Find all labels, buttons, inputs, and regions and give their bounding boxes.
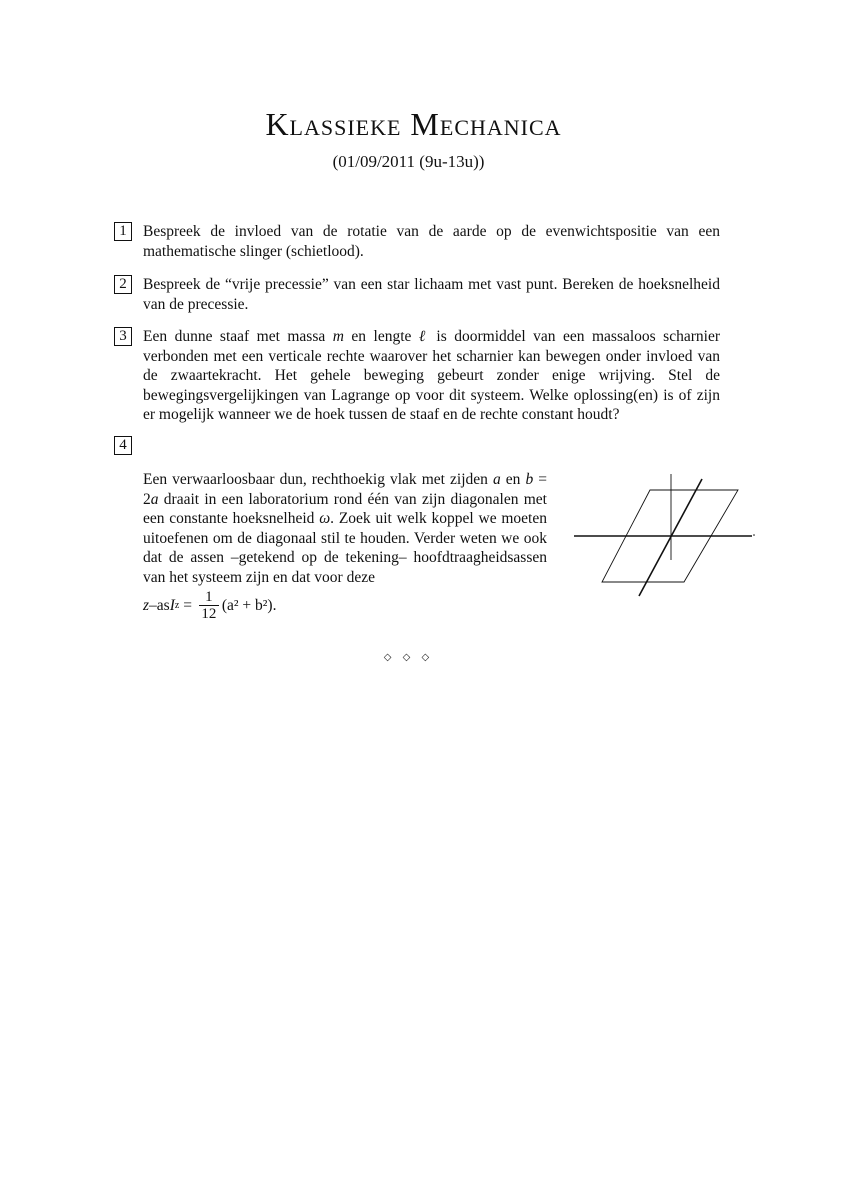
problem-number: 2 (114, 275, 132, 294)
problem-4-text: Een verwaarloosbaar dun, rechthoekig vlak met zijden a en b = 2a draait in een laboratorium rond één van zijn diagonalen met een constante hoeksnelheid ω. Zoek uit welk koppel we moeten uitoefenen om de diagonaal stil te houden. Verder weten we ook dat de assen –getekend op de tekening– hoofdtraagheidsassen van het systeem zijn en dat voor deze z –as I z = $\frac{1}{12}$ (a² + b²). (143, 471, 547, 622)
axis-end-dot (753, 534, 755, 536)
inertia-formula: z –as I z = $\frac{1}{12}$ (a² + b²). (143, 589, 277, 622)
problem-number: 3 (114, 327, 132, 346)
end-mark: ◇ ◇ ◇ (383, 652, 434, 663)
fraction: $\frac{1}{12}$ (199, 589, 219, 622)
problem-text: Bespreek de invloed van de rotatie van de aarde op de evenwichtspositie van een mathematische slinger (schietlood). (143, 223, 720, 260)
problem-3 (114, 327, 720, 425)
problem-number: 1 (114, 222, 132, 241)
rectangle-axes-diagram (570, 470, 760, 600)
problem-text: Bespreek de “vrije precessie” van een star lichaam met vast punt. Bereken de hoeksnelheid van de precessie. (143, 276, 720, 313)
problem-1 (114, 222, 720, 261)
rotation-diagonal (639, 479, 702, 596)
exam-date: (01/09/2011 (9u-13u)) (332, 152, 485, 171)
problem-text: Een dunne staaf met massa m en lengte ℓ is doormiddel van een massaloos scharnier verbonden met een verticale rechte waarover het scharnier kan bewegen onder invloed van de zwaartekracht. Het gehele beweging gebeurt zonder enige wrijving. Stel de bewegingsvergelijkingen van Lagrange op voor dit systeem. Welke oplossing(en) is of zijn er mogelijk wanneer we de hoek tussen de staaf en de rechte constant houdt? (143, 328, 720, 423)
page-title: Klassieke Mechanica (265, 106, 562, 142)
problem-2 (114, 275, 720, 314)
problem-number: 4 (114, 436, 132, 455)
